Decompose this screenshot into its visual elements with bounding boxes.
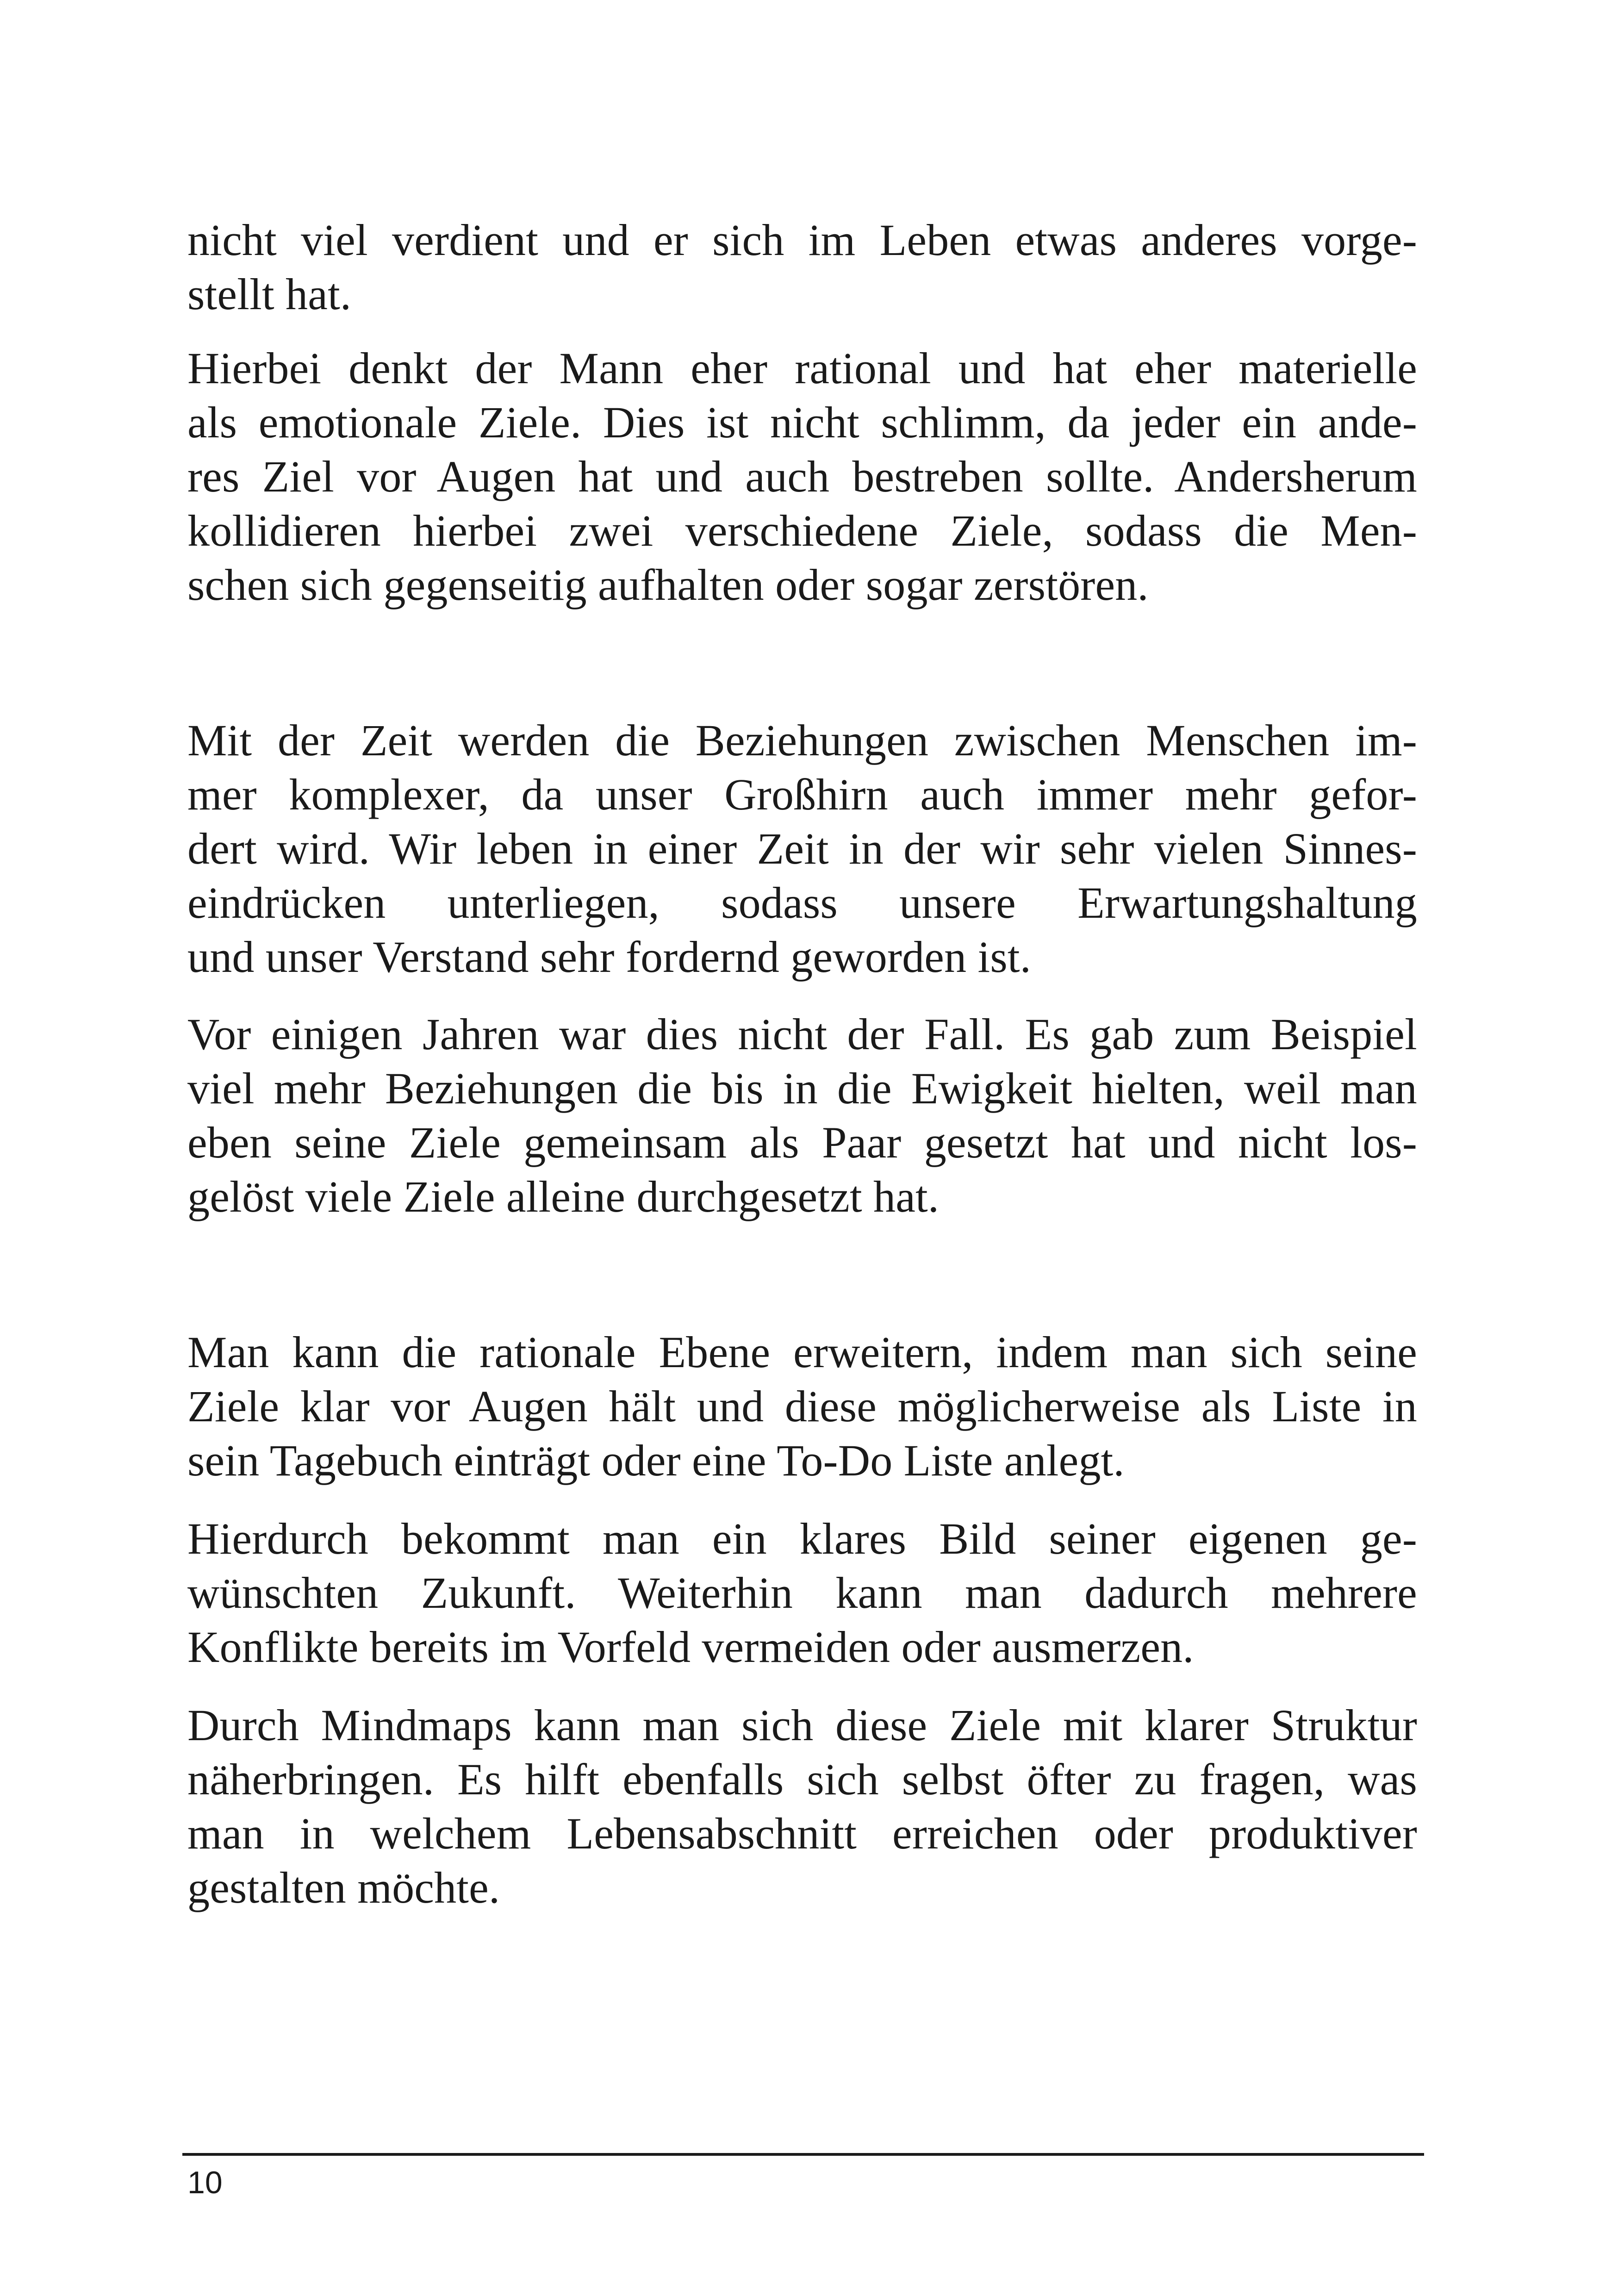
paragraph-5: [187, 1325, 1417, 1487]
text-line: dert wird. Wir leben in einer Zeit in der wir sehr vielen Sinnes-: [187, 824, 1417, 873]
text-line: res Ziel vor Augen hat und auch bestreben sollte. Andersherum: [187, 452, 1417, 501]
text-line: wünschten Zukunft. Weiterhin kann man dadurch mehrere: [187, 1568, 1417, 1618]
page-number: 10: [187, 2165, 223, 2200]
text-line: viel mehr Beziehungen die bis in die Ewigkeit hielten, weil man: [187, 1064, 1417, 1113]
text-line: gestalten möchte.: [187, 1863, 500, 1912]
footer-divider: [182, 2153, 1424, 2156]
paragraph-6: [187, 1512, 1417, 1674]
paragraph-4: [187, 1007, 1417, 1224]
text-line: Ziele klar vor Augen hält und diese möglicherweise als Liste in: [187, 1381, 1417, 1431]
text-line: als emotionale Ziele. Dies ist nicht schlimm, da jeder ein ande-: [187, 398, 1417, 447]
text-line: sein Tagebuch einträgt oder eine To-Do Liste anlegt.: [187, 1436, 1125, 1485]
text-line: und unser Verstand sehr fordernd geworden ist.: [187, 932, 1031, 982]
text-line: näherbringen. Es hilft ebenfalls sich selbst öfter zu fragen, was: [187, 1755, 1417, 1804]
paragraph-1: [187, 213, 1417, 321]
text-line: nicht viel verdient und er sich im Leben etwas anderes vorge-: [187, 215, 1417, 265]
text-line: eben seine Ziele gemeinsam als Paar gesetzt hat und nicht los-: [187, 1118, 1417, 1167]
text-line: mer komplexer, da unser Großhirn auch immer mehr gefor-: [187, 770, 1417, 819]
text-line: eindrücken unterliegen, sodass unsere Erwartungshaltung: [187, 878, 1417, 927]
paragraph-3: [187, 713, 1417, 984]
paragraph-7: [187, 1698, 1417, 1915]
text-line: stellt hat.: [187, 269, 352, 319]
text-line: gelöst viele Ziele alleine durchgesetzt hat.: [187, 1172, 940, 1221]
paragraph-2: [187, 341, 1417, 612]
text-line: Man kann die rationale Ebene erweitern, indem man sich seine: [187, 1327, 1417, 1377]
text-line: man in welchem Lebensabschnitt erreichen oder produktiver: [187, 1809, 1417, 1858]
text-line: kollidieren hierbei zwei verschiedene Ziele, sodass die Men-: [187, 506, 1417, 555]
text-line: Mit der Zeit werden die Beziehungen zwischen Menschen im-: [187, 716, 1417, 765]
text-line: Konflikte bereits im Vorfeld vermeiden oder ausmerzen.: [187, 1622, 1194, 1672]
text-line: Durch Mindmaps kann man sich diese Ziele mit klarer Struktur: [187, 1700, 1417, 1750]
text-line: Hierdurch bekommt man ein klares Bild seiner eigenen ge-: [187, 1514, 1417, 1563]
text-line: Hierbei denkt der Mann eher rational und hat eher materielle: [187, 343, 1417, 393]
text-line: schen sich gegenseitig aufhalten oder sogar zerstören.: [187, 560, 1149, 610]
text-line: Vor einigen Jahren war dies nicht der Fall. Es gab zum Beispiel: [187, 1009, 1417, 1059]
